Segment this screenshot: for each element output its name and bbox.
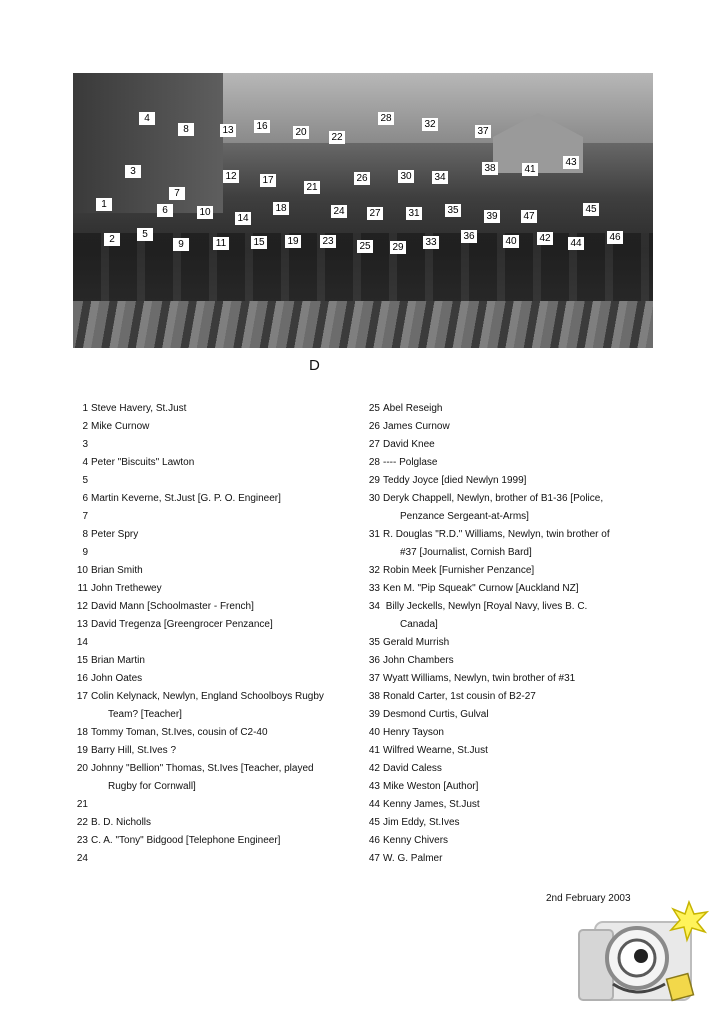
name-entry: [365, 472, 665, 490]
camera-mascot-icon: [573, 900, 713, 1010]
name-entry: [365, 652, 665, 670]
name-entry: [73, 724, 353, 742]
entry-number: 22: [76, 817, 88, 828]
entry-text-block: [88, 544, 353, 562]
entry-text-block: [380, 760, 665, 778]
photo-number-label: 6: [157, 204, 173, 217]
entry-number: 36: [368, 655, 380, 666]
entry-text-block: [380, 598, 665, 634]
name-entry: [365, 688, 665, 706]
name-entry: [365, 454, 665, 472]
entry-text: Abel Reseigh: [383, 403, 443, 414]
entry-continuation: Team? [Teacher]: [108, 709, 182, 720]
photo-number-label: 28: [378, 112, 394, 125]
entry-text-block: [88, 562, 353, 580]
photo-number-label: 7: [169, 187, 185, 200]
name-entry: [365, 760, 665, 778]
entry-text: Desmond Curtis, Gulval: [383, 709, 489, 720]
name-entry: [73, 634, 353, 652]
entry-text-block: [380, 634, 665, 652]
entry-number: 40: [368, 727, 380, 738]
entry-text-block: [380, 832, 665, 850]
entry-number: 6: [82, 493, 88, 504]
entry-text-block: [88, 436, 353, 454]
entry-number: 33: [368, 583, 380, 594]
entry-text-block: [380, 472, 665, 490]
name-entry: [365, 526, 665, 562]
entry-number: 37: [368, 673, 380, 684]
entry-text: Henry Tayson: [383, 727, 444, 738]
entry-number: 13: [76, 619, 88, 630]
name-entry: [73, 652, 353, 670]
entry-text: Peter Spry: [91, 529, 139, 540]
entry-text-block: [380, 850, 665, 868]
entry-number: 46: [368, 835, 380, 846]
entry-text: ---- Polglase: [383, 457, 438, 468]
photo-number-label: 27: [367, 207, 383, 220]
entry-text-block: [88, 688, 353, 724]
photo-number-label: 44: [568, 237, 584, 250]
photo-number-label: 24: [331, 205, 347, 218]
name-entry: [365, 832, 665, 850]
name-entry: [73, 508, 353, 526]
entry-number: 14: [76, 637, 88, 648]
entry-text-block: [380, 778, 665, 796]
entry-text-block: [380, 724, 665, 742]
entry-number: 28: [368, 457, 380, 468]
entry-text-block: [380, 526, 665, 562]
entry-text: Deryk Chappell, Newlyn, brother of B1-36 [Police,: [383, 493, 604, 504]
entry-text-block: [380, 400, 665, 418]
entry-number: 29: [368, 475, 380, 486]
entry-text-block: [88, 400, 353, 418]
name-entry: [73, 472, 353, 490]
entry-number: 21: [76, 799, 88, 810]
name-entry: [365, 778, 665, 796]
name-entry: [73, 616, 353, 634]
photo-number-label: 13: [220, 124, 236, 137]
entry-number: 27: [368, 439, 380, 450]
entry-number: 30: [368, 493, 380, 504]
entry-text: David Knee: [383, 439, 435, 450]
entry-text-block: [88, 760, 353, 796]
photo-number-label: 43: [563, 156, 579, 169]
section-letter: D: [309, 357, 320, 374]
entry-text: David Mann [Schoolmaster - French]: [91, 601, 254, 612]
entry-text: C. A. "Tony" Bidgood [Telephone Engineer]: [91, 835, 281, 846]
entry-number: 3: [82, 439, 88, 450]
entry-text: Teddy Joyce [died Newlyn 1999]: [383, 475, 527, 486]
name-entry: [365, 670, 665, 688]
entry-text-block: [88, 670, 353, 688]
entry-text: John Trethewey: [91, 583, 162, 594]
names-column-right: [365, 400, 665, 868]
entry-text-block: [380, 796, 665, 814]
entry-text-block: [380, 670, 665, 688]
name-entry: [365, 490, 665, 526]
entry-text-block: [88, 598, 353, 616]
photo-number-label: 5: [137, 228, 153, 241]
entry-number: 10: [76, 565, 88, 576]
entry-text-block: [88, 490, 353, 508]
name-entry: [365, 634, 665, 652]
photo-number-label: 35: [445, 204, 461, 217]
entry-text-block: [88, 472, 353, 490]
name-entry: [365, 562, 665, 580]
photo-number-label: 23: [320, 235, 336, 248]
photo-number-label: 20: [293, 126, 309, 139]
entry-number: 16: [76, 673, 88, 684]
entry-continuation: Penzance Sergeant-at-Arms]: [400, 511, 529, 522]
entry-number: 35: [368, 637, 380, 648]
entry-text: R. Douglas "R.D." Williams, Newlyn, twin brother of: [383, 529, 610, 540]
entry-text-block: [88, 634, 353, 652]
entry-number: 42: [368, 763, 380, 774]
entry-text: David Caless: [383, 763, 442, 774]
name-entry: [365, 742, 665, 760]
entry-text-block: [88, 454, 353, 472]
name-entry: [73, 454, 353, 472]
photo-number-label: 25: [357, 240, 373, 253]
photo-number-label: 29: [390, 241, 406, 254]
entry-text: Brian Smith: [91, 565, 143, 576]
photo-number-label: 2: [104, 233, 120, 246]
photo-number-label: 31: [406, 207, 422, 220]
name-entry: [365, 580, 665, 598]
name-entry: [365, 814, 665, 832]
photo-number-label: 42: [537, 232, 553, 245]
photo-number-label: 38: [482, 162, 498, 175]
name-entry: [365, 724, 665, 742]
entry-text-block: [88, 616, 353, 634]
photo-number-label: 15: [251, 236, 267, 249]
entry-number: 32: [368, 565, 380, 576]
photo-number-label: 18: [273, 202, 289, 215]
entry-text-block: [380, 688, 665, 706]
entry-text-block: [88, 580, 353, 598]
photo-number-label: 22: [329, 131, 345, 144]
entry-text-block: [380, 652, 665, 670]
entry-text: John Chambers: [383, 655, 454, 666]
entry-number: 5: [82, 475, 88, 486]
names-column-left: [73, 400, 353, 868]
entry-text: Mike Curnow: [91, 421, 150, 432]
entry-text: Robin Meek [Furnisher Penzance]: [383, 565, 535, 576]
entry-number: 45: [368, 817, 380, 828]
entry-number: 44: [368, 799, 380, 810]
entry-text: Ken M. "Pip Squeak" Curnow [Auckland NZ]: [383, 583, 579, 594]
entry-number: 26: [368, 421, 380, 432]
photo-number-label: 47: [521, 210, 537, 223]
entry-number: 24: [76, 853, 88, 864]
photo-number-label: 30: [398, 170, 414, 183]
photo-number-label: 45: [583, 203, 599, 216]
entry-text-block: [88, 832, 353, 850]
name-entry: [365, 850, 665, 868]
entry-number: 47: [368, 853, 380, 864]
entry-number: 17: [76, 691, 88, 702]
name-entry: [365, 796, 665, 814]
name-entry: [365, 400, 665, 418]
name-entry: [73, 796, 353, 814]
photo-number-label: 19: [285, 235, 301, 248]
entry-text: Kenny Chivers: [383, 835, 449, 846]
entry-text-block: [88, 652, 353, 670]
name-entry: [73, 688, 353, 724]
entry-number: 43: [368, 781, 380, 792]
entry-number: 39: [368, 709, 380, 720]
group-photo: [73, 73, 653, 348]
entry-text-block: [88, 508, 353, 526]
name-entry: [365, 418, 665, 436]
entry-text: B. D. Nicholls: [91, 817, 152, 828]
photo-number-label: 34: [432, 171, 448, 184]
name-entry: [73, 418, 353, 436]
entry-text: Martin Keverne, St.Just [G. P. O. Engineer]: [91, 493, 281, 504]
photo-number-label: 14: [235, 212, 251, 225]
name-entry: [365, 598, 665, 634]
entry-number: 11: [77, 583, 88, 594]
entry-text: Colin Kelynack, Newlyn, England Schoolboys Rugby: [91, 691, 324, 702]
photo-number-label: 37: [475, 125, 491, 138]
name-entry: [365, 436, 665, 454]
entry-text: David Tregenza [Greengrocer Penzance]: [91, 619, 273, 630]
entry-text-block: [380, 490, 665, 526]
entry-text: Wyatt Williams, Newlyn, twin brother of #31: [383, 673, 576, 684]
entry-number: 2: [82, 421, 88, 432]
photo-building: [73, 73, 223, 213]
entry-continuation: #37 [Journalist, Cornish Bard]: [400, 547, 532, 558]
entry-number: 38: [368, 691, 380, 702]
entry-text-block: [380, 454, 665, 472]
name-entry: [73, 814, 353, 832]
name-entry: [73, 598, 353, 616]
entry-text-block: [380, 580, 665, 598]
entry-number: 1: [82, 403, 88, 414]
entry-text: Peter "Biscuits" Lawton: [91, 457, 195, 468]
entry-text-block: [88, 526, 353, 544]
entry-number: 9: [82, 547, 88, 558]
entry-number: 31: [368, 529, 380, 540]
entry-text-block: [88, 418, 353, 436]
entry-text-block: [380, 562, 665, 580]
photo-number-label: 11: [213, 237, 229, 250]
photo-number-label: 9: [173, 238, 189, 251]
entry-text-block: [380, 814, 665, 832]
entry-text: Brian Martin: [91, 655, 145, 666]
photo-number-label: 39: [484, 210, 500, 223]
name-entry: [73, 832, 353, 850]
entry-text: Tommy Toman, St.Ives, cousin of C2-40: [91, 727, 268, 738]
entry-number: 15: [76, 655, 88, 666]
name-entry: [73, 670, 353, 688]
entry-text: Wilfred Wearne, St.Just: [383, 745, 488, 756]
name-entry: [73, 742, 353, 760]
entry-text: W. G. Palmer: [383, 853, 443, 864]
entry-number: 25: [368, 403, 380, 414]
photo-number-label: 16: [254, 120, 270, 133]
entry-continuation: Rugby for Cornwall]: [108, 781, 196, 792]
photo-number-label: 4: [139, 112, 155, 125]
entry-text: Gerald Murrish: [383, 637, 450, 648]
entry-text: Billy Jeckells, Newlyn [Royal Navy, lives B. C.: [383, 601, 588, 612]
entry-text-block: [380, 436, 665, 454]
entry-text-block: [380, 742, 665, 760]
entry-text: John Oates: [91, 673, 143, 684]
entry-text: Mike Weston [Author]: [383, 781, 479, 792]
photo-front-legs: [73, 301, 653, 348]
entry-text: Ronald Carter, 1st cousin of B2-27: [383, 691, 536, 702]
entry-number: 12: [76, 601, 88, 612]
entry-text-block: [88, 814, 353, 832]
photo-number-label: 26: [354, 172, 370, 185]
name-entry: [73, 490, 353, 508]
entry-text-block: [380, 418, 665, 436]
photo-number-label: 3: [125, 165, 141, 178]
photo-number-label: 12: [223, 170, 239, 183]
name-entry: [365, 706, 665, 724]
name-entry: [73, 562, 353, 580]
entry-number: 20: [76, 763, 88, 774]
photo-number-label: 21: [304, 181, 320, 194]
photo-number-label: 36: [461, 230, 477, 243]
entry-number: 8: [82, 529, 88, 540]
entry-text: Jim Eddy, St.Ives: [383, 817, 460, 828]
entry-continuation: Canada]: [400, 619, 438, 630]
name-entry: [73, 400, 353, 418]
photo-number-label: 32: [422, 118, 438, 131]
entry-text: Johnny "Bellion" Thomas, St.Ives [Teacher, played: [91, 763, 314, 774]
name-entry: [73, 580, 353, 598]
name-entry: [73, 436, 353, 454]
entry-number: 18: [76, 727, 88, 738]
photo-number-label: 10: [197, 206, 213, 219]
entry-text-block: [88, 796, 353, 814]
entry-text: Kenny James, St.Just: [383, 799, 480, 810]
name-entry: [73, 544, 353, 562]
photo-number-label: 46: [607, 231, 623, 244]
entry-number: 34: [368, 601, 380, 612]
name-entry: [73, 760, 353, 796]
entry-number: 4: [82, 457, 88, 468]
photo-number-label: 40: [503, 235, 519, 248]
entry-number: 41: [368, 745, 380, 756]
photo-number-label: 17: [260, 174, 276, 187]
entry-text-block: [88, 742, 353, 760]
photo-number-label: 8: [178, 123, 194, 136]
entry-text: Steve Havery, St.Just: [91, 403, 187, 414]
entry-number: 23: [76, 835, 88, 846]
photo-number-label: 33: [423, 236, 439, 249]
entry-text-block: [380, 706, 665, 724]
name-entry: [73, 526, 353, 544]
name-entry: [73, 850, 353, 868]
document-date: 2nd February 2003: [546, 893, 631, 904]
entry-text-block: [88, 850, 353, 868]
entry-number: 7: [82, 511, 88, 522]
entry-number: 19: [76, 745, 88, 756]
photo-number-label: 1: [96, 198, 112, 211]
entry-text: Barry Hill, St.Ives ?: [91, 745, 177, 756]
entry-text: James Curnow: [383, 421, 450, 432]
entry-text-block: [88, 724, 353, 742]
photo-number-label: 41: [522, 163, 538, 176]
